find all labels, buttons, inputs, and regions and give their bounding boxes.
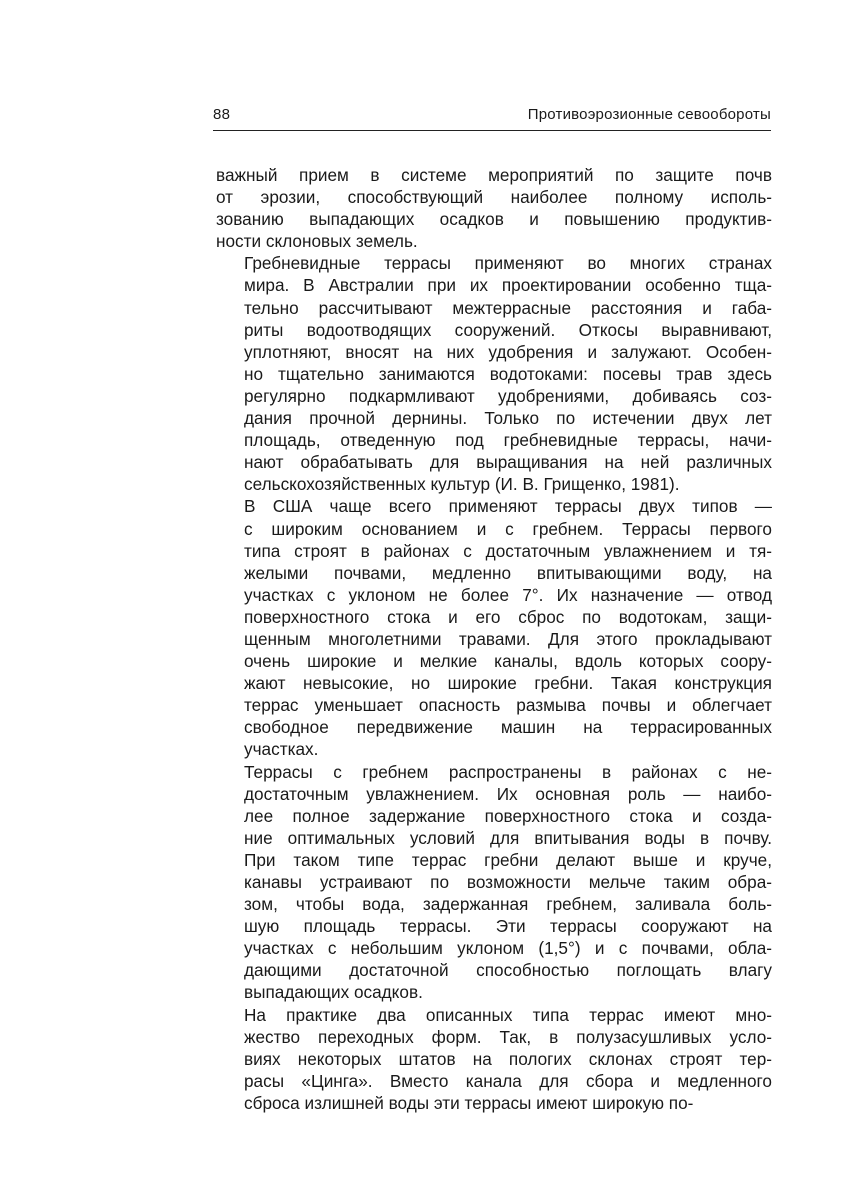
text-line: с широким основанием и с гребнем. Террасы первого	[244, 518, 772, 539]
text-line: нают обрабатывать для выращивания на ней различных	[244, 452, 772, 473]
text-line: дания прочной дернины. Только по истечении двух лет	[244, 408, 772, 429]
text-line: Террасы с гребнем распространены в районах с не-	[244, 761, 772, 782]
text-line: участках с уклоном не более 7°. Их назначение — отвод	[244, 584, 772, 605]
text-line: террас уменьшает опасность размыва почвы и облегчает	[244, 695, 772, 716]
text-line: тельно рассчитывают межтеррасные расстояния и габа-	[244, 297, 772, 318]
text-line: важный прием в системе мероприятий по защите почв	[216, 165, 772, 185]
text-line: ности склоновых земель.	[216, 231, 418, 252]
text-line: регулярно подкармливают удобрениями, добиваясь соз-	[244, 385, 772, 406]
text-line: поверхностного стока и его сброс по водотокам, защи-	[244, 606, 772, 627]
paragraph	[216, 1004, 772, 1114]
text-line: выпадающих осадков.	[244, 982, 423, 1003]
text-line: но тщательно занимаются водотоками: посевы трав здесь	[244, 363, 772, 384]
text-line: зом, чтобы вода, задержанная гребнем, заливала боль-	[244, 894, 772, 915]
paragraph	[216, 164, 772, 252]
text-line: риты водоотводящих сооружений. Откосы выравнивают,	[244, 319, 772, 340]
text-line: Гребневидные террасы применяют во многих странах	[244, 253, 772, 274]
text-line: На практике два описанных типа террас имеют мно-	[244, 1004, 772, 1025]
paragraph	[216, 495, 772, 760]
text-line: от эрозии, способствующий наиболее полному исполь-	[216, 187, 772, 208]
text-line: типа строят в районах с достаточным увлажнением и тя-	[244, 540, 772, 561]
text-line: виях некоторых штатов на пологих склонах строят тер-	[244, 1048, 772, 1069]
text-line: уплотняют, вносят на них удобрения и залужают. Особен-	[244, 341, 772, 362]
paragraph	[216, 252, 772, 495]
text-line: очень широкие и мелкие каналы, вдоль которых соору-	[244, 651, 772, 672]
text-line: лее полное задержание поверхностного стока и созда-	[244, 805, 772, 826]
text-line: сельскохозяйственных культур (И. В. Грищенко, 1981).	[244, 474, 680, 495]
text-line: жают невысокие, но широкие гребни. Такая конструкция	[244, 673, 772, 694]
page-number: 88	[213, 106, 231, 123]
text-line: площадь, отведенную под гребневидные террасы, начи-	[244, 430, 772, 451]
text-line: сброса излишней воды эти террасы имеют широкую по-	[244, 1092, 694, 1113]
text-line: щенным многолетними травами. Для этого прокладывают	[244, 628, 772, 649]
text-line: дающими достаточной способностью поглощать влагу	[244, 960, 772, 981]
running-title: Противоэрозионные севообороты	[527, 106, 771, 123]
text-line: ние оптимальных условий для впитывания воды в почву.	[244, 827, 772, 848]
text-line: свободное передвижение машин на террасированных	[244, 717, 772, 738]
text-line: расы «Цинга». Вместо канала для сбора и медленного	[244, 1070, 772, 1091]
text-line: зованию выпадающих осадков и повышению продуктив-	[216, 209, 772, 230]
text-line: участках с небольшим уклоном (1,5°) и с почвами, обла-	[244, 938, 772, 959]
text-line: мира. В Австралии при их проектировании особенно тща-	[244, 275, 772, 296]
text-line: При таком типе террас гребни делают выше и круче,	[244, 849, 772, 870]
text-line: В США чаще всего применяют террасы двух типов —	[244, 496, 772, 517]
text-line: достаточным увлажнением. Их основная роль — наибо-	[244, 783, 772, 804]
text-line: шую площадь террасы. Эти террасы сооружают на	[244, 916, 772, 937]
page-header	[213, 104, 771, 131]
text-line: желыми почвами, медленно впитывающими воду, на	[244, 562, 772, 583]
paragraph	[216, 761, 772, 1004]
text-line: жество переходных форм. Так, в полузасушливых усло-	[244, 1026, 772, 1047]
text-line: участках.	[244, 739, 319, 760]
text-line: канавы устраивают по возможности мельче таким обра-	[244, 872, 772, 892]
body-text	[216, 164, 772, 1114]
